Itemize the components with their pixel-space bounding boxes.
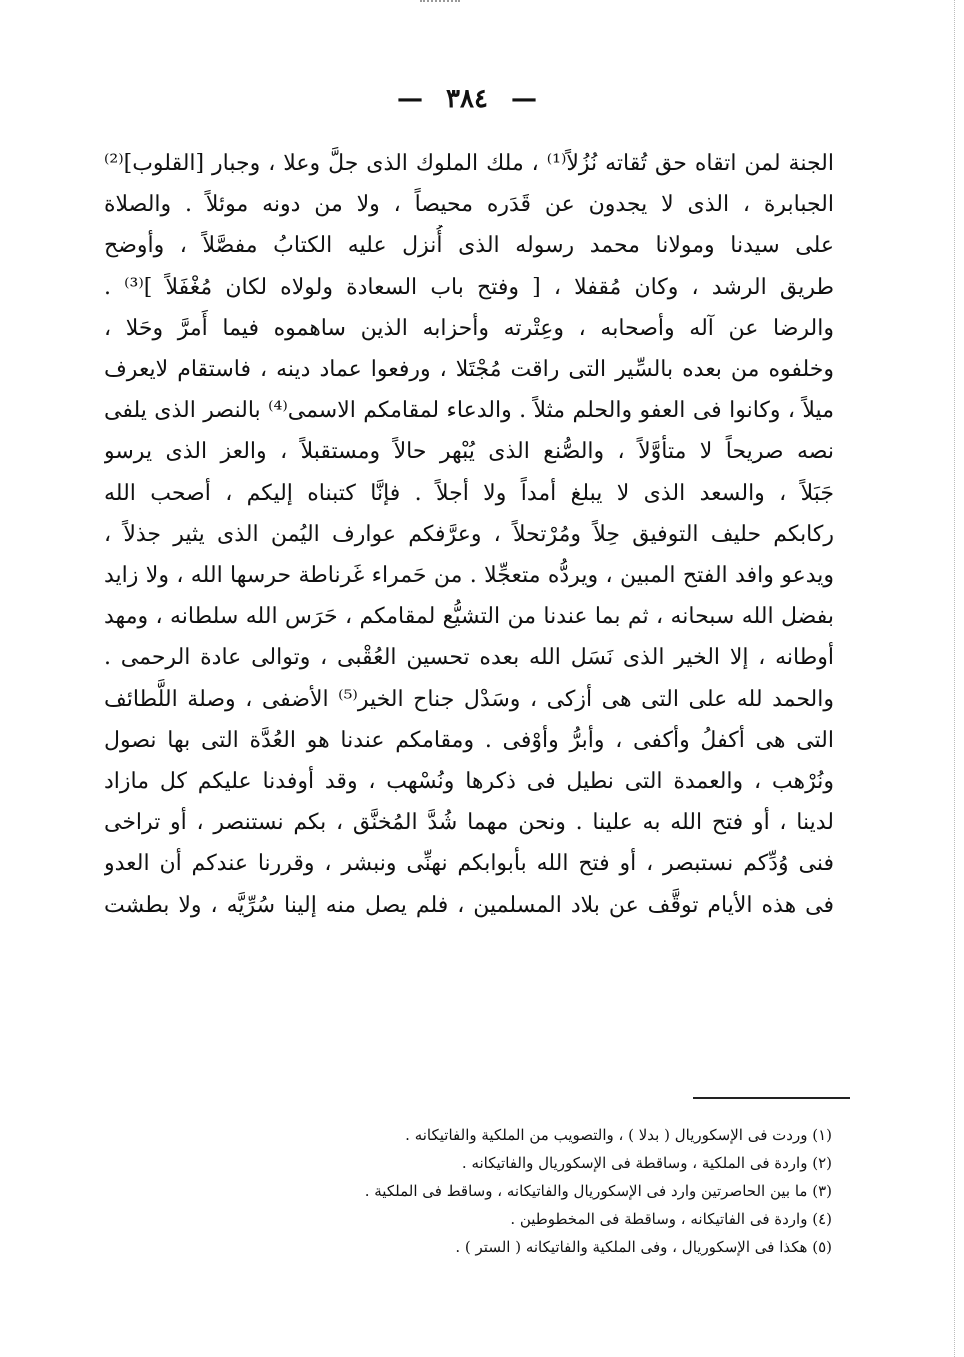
footnote: (٥) هكذا فى الإسكوريال ، وفى الملكية والفاتيكانه ( الستر ) . <box>455 1238 832 1256</box>
text-line: والحمد لله على التى هى أزكى ، وسَدْل جناح الخير⁽⁵⁾ الأضفى ، وصلة اللَّطائف <box>104 686 834 712</box>
text-line: فى هذه الأيام توقَّف عن بلاد المسلمين ، فلم يصل منه إلينا سُرِّيَّه ، ولا بطشت <box>104 892 834 918</box>
footnote: (٢) واردة فى الملكية ، وساقطة فى الإسكوريال والفاتيكانه . <box>461 1154 832 1172</box>
text-line: التى هى أكفلُ وأكفى ، وأبرُّ وأوْفى . ومقامكم عندنا هو العُدَّة التى بها نصول <box>104 727 834 753</box>
text-line: فنى وُدِّكم نستبصر ، أو فتح الله بأبوابكم نهنِّى ونبشر ، وقررنا عندكم أن العدو <box>104 851 834 877</box>
page-number-dash: — <box>396 84 423 114</box>
main-text <box>104 143 834 926</box>
page-number: ٣٨٤ <box>446 84 488 114</box>
page-number-header <box>0 84 934 114</box>
text-line: والرضا عن آله وأصحابه ، وعِتْرته وأحزابه الذين ساهموه فيما أَمرَّ وحَلا ، <box>104 315 834 341</box>
text-line: بفضل الله سبحانه ، ثم بما عندنا من التشيُّع لمقامكم ، حَرَس الله سلطانه ، ومهد <box>104 604 834 630</box>
footnote-separator <box>693 1097 850 1099</box>
page-number-dash: — <box>511 84 538 114</box>
text-line: وخلفوه من بعده بالسِّير التى راقت مُجْتَلا ، ورفعوا عماد دينه ، فاستقام لايعرف <box>104 357 834 383</box>
text-line: ويدعو وافد الفتح المبين ، ويردُّه متعجِّلا . من حَمراء غَرناطة حرسها الله ، ولا زايد <box>104 563 834 589</box>
footnote: (٣) ما بين الحاصرتين وارد فى الإسكوريال والفاتيكانه ، وساقط فى الملكية . <box>364 1182 832 1200</box>
text-line: جَبَلاً ، والسعد الذى لا يبلغ أمداً ولا أجلاً . فإنَّا كتبناه إليكم ، أصحب الله <box>104 480 834 506</box>
text-line: ميلاً ، وكانوا فى العفو والحلم مثلاً . والدعاء لمقامكم الاسمى⁽⁴⁾ بالنصر الذى يلفى <box>104 398 834 424</box>
text-line: أوطانه ، إلا الخير الذى نَسَل الله بعده تحسين العُقْبى ، وتوالى عادة الرحمى . <box>104 645 834 671</box>
text-line: على سيدنا ومولانا محمد رسوله الذى أُنزل عليه الكتابُ مفصَّلاً ، وأوضح <box>104 233 834 259</box>
text-line: لدينا ، أو فتح الله به علينا . ونحن مهما شُدَّ المُخنَّق ، بكم نستنصر ، أو تراخى <box>104 810 834 836</box>
text-line: ركابكم حليف التوفيق حِلاً ومُرْتحلاً ، وعرَّفكم عوارف اليُمن الذى يثير جذلاً ، <box>104 521 834 547</box>
footnotes <box>250 1121 832 1261</box>
text-line: الجبابرة ، الذى لا يجدون عن قَدَره محيصاً ، ولا من دونه موئلاً . والصلاة <box>104 192 834 218</box>
text-line: نصه صريحاً لا متأوَّلاً ، والصُّنع الذى يُبْهر حالاً ومستقبلاً ، والعز الذى يرسو <box>104 439 834 465</box>
text-line: طريق الرشد ، وكان مُقفلا ، [ وفتح باب السعادة ولولاه لكان مُغْفَلاً ]⁽³⁾ . <box>104 274 834 300</box>
scan-edge-dots <box>954 0 955 1357</box>
footnote: (١) وردت فى الإسكوريال ( بدلا ) ، والتصويب من الملكية والفاتيكانه . <box>405 1126 832 1144</box>
text-line: ونُرْهب ، والعمدة التى نطيل فى ذكرها ونُسْهب ، وقد أوفدنا عليكم كل مازاد <box>104 769 834 795</box>
text-line: الجنة لمن اتقاه حق تُقاته نُزُلاً⁽¹⁾ ، ملك الملوك الذى جلَّ وعلا ، وجبار [القلوب]⁽²⁾ <box>104 151 834 176</box>
footnote: (٤) واردة فى الفاتيكانه ، وساقطة فى المخطوطين . <box>510 1210 832 1228</box>
scan-edge-mark <box>420 0 460 8</box>
